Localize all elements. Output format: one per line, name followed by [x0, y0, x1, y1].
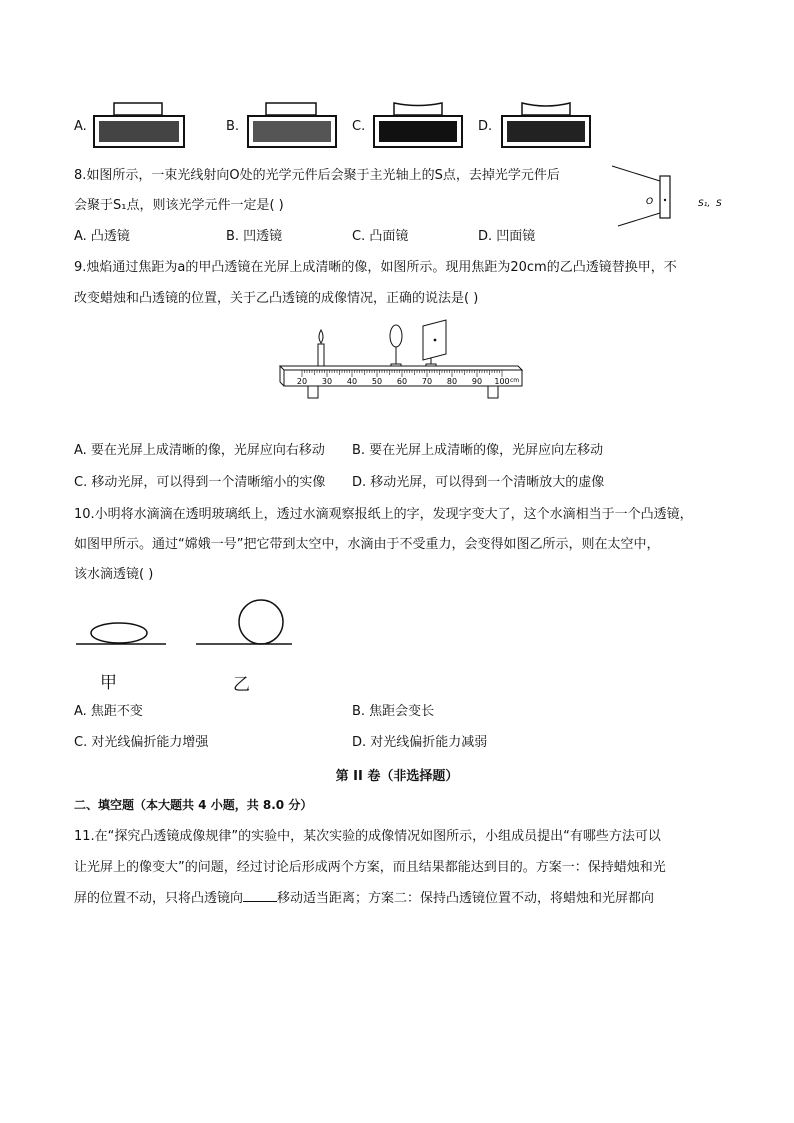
- q7-option-c-figure: [372, 100, 464, 150]
- q10-stem-line2: 如图甲所示。通过“嫦娥一号”把它带到太空中，水滴由于不受重力，会变得如图乙所示，则在太空中，: [74, 537, 660, 552]
- q8-option-d: D. 凹面镜: [478, 229, 536, 244]
- q10-water-drop-figure: [74, 596, 296, 654]
- q10-option-d: D. 对光线偏折能力减弱: [352, 735, 488, 750]
- q8-figure: [604, 164, 734, 230]
- bench-tick-label: 70: [421, 377, 433, 386]
- bench-tick-label: 100: [494, 377, 510, 386]
- q7-option-c-label: C.: [352, 119, 366, 134]
- q8-s-label: S: [716, 199, 722, 209]
- q10-stem-line1: 10.小明将水滴滴在透明玻璃纸上，透过水滴观察报纸上的字，发现字变大了，这个水滴相当于一个凸透镜，: [74, 507, 693, 522]
- q8-stem-line2: 会聚于S₁点，则该光学元件一定是( ): [74, 198, 284, 213]
- q10-option-c: C. 对光线偏折能力增强: [74, 735, 209, 750]
- bench-tick-label: 30: [321, 377, 333, 386]
- q8-option-b: B. 凹透镜: [226, 229, 283, 244]
- bench-unit-label: cm: [510, 377, 520, 384]
- q8-option-c: C. 凸面镜: [352, 229, 409, 244]
- candle: [318, 344, 324, 366]
- q10-fig-label-yi: 乙: [233, 675, 250, 695]
- q9-option-d: D. 移动光屏，可以得到一个清晰放大的虚像: [352, 475, 605, 490]
- q11-stem-line3: [74, 889, 654, 908]
- q10-fig-label-jia: 甲: [100, 673, 117, 693]
- q8-option-a: A. 凸透镜: [74, 229, 130, 244]
- q7-option-d-figure: [500, 100, 592, 150]
- q9-stem-line1: 9.烛焰通过焦距为a的甲凸透镜在光屏上成清晰的像，如图所示。现用焦距为20cm的乙凸透镜替换甲，不: [74, 260, 677, 275]
- lens: [390, 325, 402, 347]
- q8-stem-line1: 8.如图所示，一束光线射向O处的光学元件后会聚于主光轴上的S点，去掉光学元件后: [74, 168, 560, 183]
- q7-option-d-label: D.: [478, 119, 493, 134]
- drop-jia: [91, 623, 147, 643]
- q11-stem-line2: 让光屏上的像变大”的问题，经过讨论后形成两个方案，而且结果都能达到目的。方案一：保持蜡烛和光: [74, 860, 666, 875]
- q9-option-c: C. 移动光屏，可以得到一个清晰缩小的实像: [74, 475, 326, 490]
- q10-option-b: B. 焦距会变长: [352, 704, 435, 719]
- bench-tick-label: 90: [471, 377, 483, 386]
- q11-answer-blank-1[interactable]: [243, 889, 277, 902]
- q10-option-a: A. 焦距不变: [74, 704, 143, 719]
- bench-tick-label: 20: [296, 377, 308, 386]
- bench-tick-label: 50: [371, 377, 383, 386]
- q8-o-label: O: [646, 197, 654, 207]
- drop-yi: [239, 600, 283, 644]
- q9-option-b: B. 要在光屏上成清晰的像，光屏应向左移动: [352, 443, 604, 458]
- q9-stem-line2: 改变蜡烛和凸透镜的位置，关于乙凸透镜的成像情况，正确的说法是( ): [74, 291, 479, 306]
- q10-stem-line3: 该水滴透镜( ): [74, 567, 154, 582]
- q7-option-a-label: A.: [74, 119, 87, 134]
- bench-tick-label: 40: [346, 377, 358, 386]
- q7-option-b-label: B.: [226, 119, 240, 134]
- q9-optical-bench-figure: [278, 318, 524, 404]
- q7-option-b-figure: [246, 100, 338, 150]
- q11-line3-part-a: 屏的位置不动，只将凸透镜向: [74, 891, 244, 906]
- section-fill-blank-heading: 二、填空题（本大题共 4 小题，共 8.0 分）: [74, 798, 313, 812]
- q11-line3-part-b: 移动适当距离；方案二：保持凸透镜位置不动，将蜡烛和光屏都向: [277, 891, 655, 906]
- q8-s1-label: S₁,: [698, 199, 711, 209]
- bench-tick-label: 80: [446, 377, 458, 386]
- q11-stem-line1: 11.在“探究凸透镜成像规律”的实验中，某次实验的成像情况如图所示，小组成员提出“有哪些方法可以: [74, 829, 661, 844]
- bench-tick-label: 60: [396, 377, 408, 386]
- q9-option-a: A. 要在光屏上成清晰的像，光屏应向右移动: [74, 443, 325, 458]
- candle-flame: [319, 330, 323, 343]
- q7-option-a-figure: [92, 100, 186, 150]
- part2-title: 第 II 卷（非选择题）: [335, 769, 459, 784]
